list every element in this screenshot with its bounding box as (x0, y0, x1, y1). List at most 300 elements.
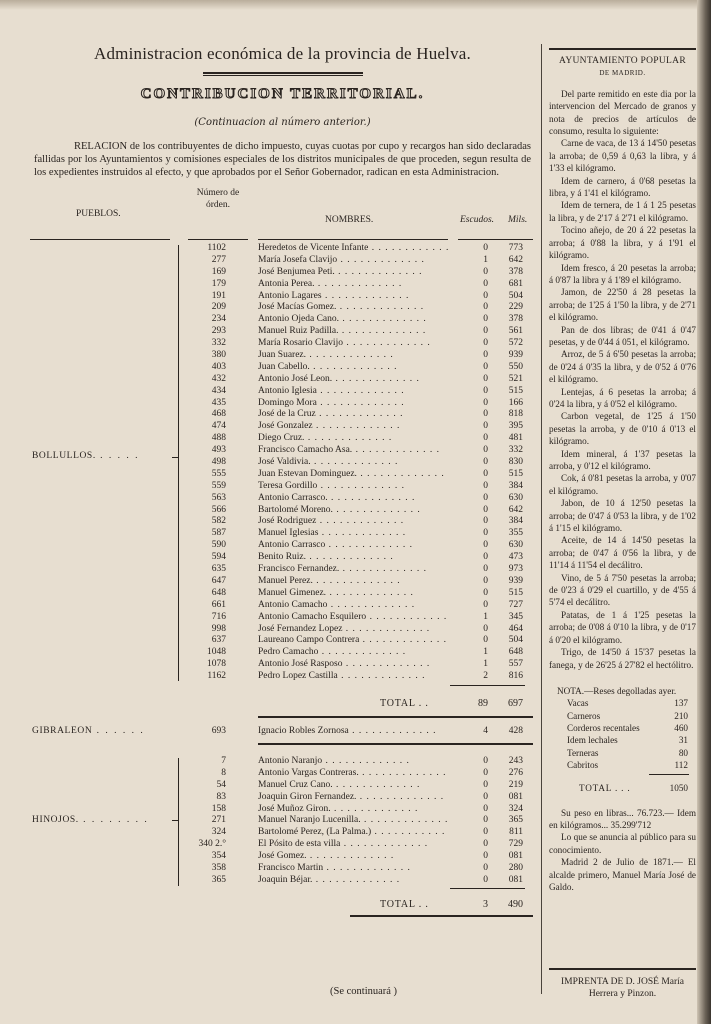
gibraleon-spacer (30, 738, 535, 752)
row-escudos: 0 (483, 314, 488, 325)
row-escudos: 0 (483, 433, 488, 444)
nota-heading: NOTA.—Reses degolladas ayer. (557, 685, 677, 696)
row-escudos: 1 (483, 647, 488, 658)
row-mils: 515 (508, 385, 523, 396)
column-header-mils: Mils. (508, 215, 528, 225)
row-name: José Valdivia. . . (258, 457, 448, 469)
row-mils: 729 (508, 839, 523, 850)
price-item: Patatas, de 1 á 1'25 pesetas la arroba; de 0'08 á 0'10 la libra, y de 0'17 á 0'20 el kilógramo. (549, 609, 696, 645)
row-escudos: 0 (483, 243, 488, 253)
row-number: 191 (211, 290, 226, 301)
row-name: Bartolomé Moreno. . . (258, 505, 448, 517)
row-mils: 557 (508, 659, 523, 670)
row-name: Laureano Campo Contrera . . (258, 635, 448, 647)
row-number: 647 (211, 575, 226, 586)
row-number: 555 (211, 468, 226, 479)
table-row (30, 350, 535, 362)
total-mils: 697 (508, 698, 523, 709)
table-row (30, 815, 535, 827)
group-gibraleon (30, 726, 535, 738)
row-number: 1048 (207, 647, 226, 658)
table-row (30, 516, 535, 528)
sidebar-column (549, 48, 696, 894)
row-mils: 280 (508, 863, 523, 874)
price-item: Lentejas, á 6 pesetas la arroba; á 0'24 la libra, y á 0'52 el kilógramo. (549, 386, 696, 409)
row-number: 158 (211, 803, 226, 814)
sum-line (450, 685, 525, 686)
group-hinojos (30, 756, 535, 887)
table-row (30, 756, 535, 768)
table-row (30, 409, 535, 421)
row-escudos: 0 (483, 302, 488, 313)
row-name: Antonia Perea. . . (258, 279, 448, 291)
row-escudos: 0 (483, 397, 488, 408)
row-mils: 515 (508, 468, 523, 479)
table-row (30, 314, 535, 326)
row-number: 587 (211, 528, 226, 539)
sum-line (450, 888, 525, 889)
row-mils: 081 (508, 851, 523, 862)
row-escudos: 0 (483, 839, 488, 850)
group-separator (258, 716, 533, 718)
row-escudos: 0 (483, 815, 488, 826)
row-mils: 642 (508, 504, 523, 515)
row-number: 324 (211, 827, 226, 838)
row-mils: 378 (508, 266, 523, 277)
column-header-escudos: Escudos. (460, 215, 495, 225)
row-mils: 811 (509, 827, 523, 838)
table-row (30, 267, 535, 279)
row-name: Antonio Ojeda Cano. . . (258, 314, 448, 326)
row-number: 169 (211, 266, 226, 277)
row-mils: 973 (508, 564, 523, 575)
total-mils: 490 (508, 899, 523, 910)
table-row (30, 505, 535, 517)
group-bollullos (30, 243, 535, 684)
row-name: José Macías Gomez. . . (258, 302, 448, 314)
table-row (30, 792, 535, 804)
reses-value: 460 (674, 723, 688, 734)
row-name: Joaquin Béjar. . . (258, 875, 448, 887)
row-name: Antonio Iglesia . . (258, 386, 448, 398)
price-item: Aceite, de 14 á 14'50 pesetas la arroba; de 0'47 á 0'56 la libra, y de 11'14 á 11'54 el decálitro. (549, 535, 696, 571)
row-escudos: 0 (483, 756, 488, 766)
table-row (30, 839, 535, 851)
row-number: 635 (211, 564, 226, 575)
row-number: 358 (211, 863, 226, 874)
price-item: Jamon, de 22'50 á 28 pesetas la arroba; de 1'25 á 1'50 la libra, y de 2'71 el kilógramo. (549, 287, 696, 323)
table-row (30, 671, 535, 683)
row-escudos: 0 (483, 326, 488, 337)
continued-note: (Se continuará ) (330, 986, 398, 997)
row-number: 234 (211, 314, 226, 325)
row-number: 83 (216, 791, 226, 802)
row-name: Manuel Gimenez. . . (258, 588, 448, 600)
row-number: 693 (211, 726, 226, 736)
row-number: 563 (211, 492, 226, 503)
table-row (30, 624, 535, 636)
reses-value: 31 (678, 735, 688, 746)
price-item: Vino, de 5 á 7'50 pesetas la arroba; de 0'23 á 0'29 el cuartillo, y de 4'55 á 5'74 el decálitro. (549, 572, 696, 608)
row-mils: 243 (508, 756, 523, 766)
row-escudos: 0 (483, 504, 488, 515)
price-item: Idem de carnero, á 0'68 pesetas la libra, y á 1'41 el kilógramo. (549, 175, 696, 199)
row-mils: 081 (508, 791, 523, 802)
row-name: María Rosario Clavijo . . (258, 338, 448, 350)
row-number: 1078 (207, 659, 226, 670)
row-name: José Muñoz Giron. . . (258, 804, 448, 816)
table-row (30, 243, 535, 255)
row-name: Antonio Carrasco . . (258, 540, 448, 552)
reses-label: Cabritos (567, 760, 599, 771)
row-mils: 219 (508, 779, 523, 790)
row-mils: 473 (508, 552, 523, 563)
row-number: 648 (211, 587, 226, 598)
row-name: El Pósito de esta villa . . (258, 839, 448, 851)
row-mils: 332 (508, 445, 523, 456)
table-row (30, 386, 535, 398)
table-row (30, 576, 535, 588)
row-name: Benito Ruiz. . . (258, 552, 448, 564)
row-mils: 561 (508, 326, 523, 337)
row-escudos: 0 (483, 575, 488, 586)
row-mils: 481 (508, 433, 523, 444)
row-name: Francisco Camacho Asa. . . (258, 445, 448, 457)
row-escudos: 0 (483, 635, 488, 646)
row-number: 1162 (207, 671, 226, 682)
row-escudos: 0 (483, 599, 488, 610)
row-mils: 515 (508, 587, 523, 598)
row-mils: 081 (508, 874, 523, 885)
reses-row (549, 710, 696, 722)
total-label: TOTAL (380, 899, 416, 910)
town-label: GIBRALEON . . . . . . (32, 726, 145, 736)
row-mils: 818 (508, 409, 523, 420)
row-name: Antonio Naranjo . . (258, 756, 448, 768)
row-escudos: 0 (483, 516, 488, 527)
reses-total-row: TOTAL . . . 1050 (579, 782, 688, 793)
table-row (30, 362, 535, 374)
row-name: Juan Estevan Dominguez. . . (258, 469, 448, 481)
table-row (30, 457, 535, 469)
row-number: 209 (211, 302, 226, 313)
nota-block (549, 685, 696, 797)
row-escudos: 0 (483, 779, 488, 790)
row-escudos: 0 (483, 492, 488, 503)
table-row (30, 588, 535, 600)
price-item: Pan de dos libras; de 0'41 á 0'47 pesetas, y de 0'44 á 051, el kilógramo. (549, 324, 696, 347)
row-number: 8 (221, 767, 226, 778)
row-escudos: 0 (483, 266, 488, 277)
row-name: Domingo Mora . . (258, 398, 448, 410)
reses-label: Terneras (567, 747, 599, 758)
row-number: 468 (211, 409, 226, 420)
reses-row (549, 722, 696, 734)
row-mils: 504 (508, 635, 523, 646)
reses-label: Vacas (567, 698, 589, 709)
table-row (30, 612, 535, 624)
reses-total-value: 1050 (669, 782, 688, 793)
row-name: Diego Cruz. . . (258, 433, 448, 445)
row-number: 403 (211, 361, 226, 372)
row-number: 432 (211, 373, 226, 384)
page-binding-edge (697, 0, 711, 1024)
row-number: 54 (216, 779, 226, 790)
table-row (30, 827, 535, 839)
row-number: 332 (211, 338, 226, 349)
sidebar-top-rule (549, 48, 696, 50)
row-number: 434 (211, 385, 226, 396)
header-rule-importe (458, 239, 533, 240)
total-label: TOTAL (380, 698, 416, 709)
row-escudos: 0 (483, 409, 488, 420)
row-name: Antonio José Rasposo . . (258, 659, 448, 671)
row-mils: 355 (508, 528, 523, 539)
intro-paragraph: RELACION de los contribuyentes de dicho impuesto, cuyas cuotas por cupo y recargos han sido declaradas fallidas por los Ayuntamientos y comisiones especiales de los distritos municipales de que proceden, segun resulta de los expedientes instruidos al efecto, y que aprobados por el Señor Gobernador, radican en esta Administracion. (34, 141, 531, 178)
row-name: José Fernandez Lopez . . (258, 624, 448, 636)
table-row (30, 863, 535, 875)
row-number: 293 (211, 326, 226, 337)
row-number: 594 (211, 552, 226, 563)
table-row (30, 421, 535, 433)
row-name: Manuel Naranjo Lucenilla. . . (258, 815, 448, 827)
sidebar-intro: Del parte remitido en este dia por la intervencion del Mercado de granos y nota de precios de artículos de consumo, resulta lo siguiente: (549, 88, 696, 137)
table-row (30, 600, 535, 612)
row-mils: 395 (508, 421, 523, 432)
table-row (30, 445, 535, 457)
row-mils: 572 (508, 338, 523, 349)
row-number: 365 (211, 874, 226, 885)
row-number: 271 (211, 815, 226, 826)
table-row (30, 647, 535, 659)
row-escudos: 0 (483, 385, 488, 396)
table-row (30, 726, 535, 738)
reses-label: Idem lechales (567, 735, 618, 746)
row-name: Antonio Carrasco. . . (258, 493, 448, 505)
row-escudos: 0 (483, 480, 488, 491)
price-item: Idem mineral, á 1'37 pesetas la arroba, y 0'12 el kilógramo. (549, 448, 696, 471)
row-escudos: 0 (483, 803, 488, 814)
town-label: HINOJOS. . . . . . . . . (32, 815, 149, 825)
row-name: Ignacio Robles Zornosa . . (258, 726, 448, 738)
row-name: José Benjumea Peti. . . (258, 267, 448, 279)
row-mils: 428 (508, 726, 523, 736)
row-escudos: 0 (483, 791, 488, 802)
table-row (30, 768, 535, 780)
row-number: 498 (211, 457, 226, 468)
row-name: Heredetos de Vicente Infante . . (258, 243, 448, 255)
row-escudos: 0 (483, 623, 488, 634)
table-row (30, 493, 535, 505)
row-name: Antonio Lagares . . (258, 291, 448, 303)
header-rule-nombres (258, 239, 448, 240)
reses-value: 210 (674, 710, 688, 721)
row-name: Bartolomé Perez, (La Palma.) . . (258, 827, 448, 839)
row-mils: 642 (508, 254, 523, 265)
continuation-note: (Continuacion al número anterior.) (194, 117, 371, 128)
total-row-hinojos: TOTAL . . 3 490 (30, 887, 535, 917)
row-escudos: 0 (483, 338, 488, 349)
row-number: 559 (211, 480, 226, 491)
table-header (30, 187, 535, 243)
table-row (30, 540, 535, 552)
row-number: 998 (211, 623, 226, 634)
row-name: Antonio Vargas Contreras. . . (258, 768, 448, 780)
main-column (30, 44, 535, 917)
printer-credit: IMPRENTA DE D. JOSÉ María Herrera y Pinzon. (561, 977, 684, 999)
row-number: 179 (211, 278, 226, 289)
sidebar-title: AYUNTAMIENTO POPULAR (559, 56, 686, 66)
table-row (30, 291, 535, 303)
table-row (30, 635, 535, 647)
row-name: Teresa Gordillo . . (258, 481, 448, 493)
table-row (30, 481, 535, 493)
reses-label: Corderos recentales (567, 723, 640, 734)
row-mils: 550 (508, 361, 523, 372)
row-mils: 276 (508, 767, 523, 778)
total-escudos: 3 (483, 899, 488, 910)
row-mils: 324 (508, 803, 523, 814)
sidebar-tail-1: Lo que se anuncia al público para su conocimiento. (549, 832, 696, 855)
price-item: Carne de vaca, de 13 á 14'50 pesetas la arroba; de 0,59 á 0,63 la libra, y á 1'33 el kilógramo. (549, 138, 696, 174)
price-item: Jabon, de 10 á 12'50 pesetas la arroba; de 0'47 á 0'53 la libra, y de 1'02 á 1'15 el kilógramo. (549, 498, 696, 534)
row-name: Joaquin Giron Fernandez. . . (258, 792, 448, 804)
row-escudos: 2 (483, 671, 488, 682)
row-mils: 345 (508, 611, 523, 622)
row-mils: 816 (508, 671, 523, 682)
reses-row (549, 697, 696, 709)
reses-sum-line (649, 774, 689, 775)
row-escudos: 0 (483, 445, 488, 456)
price-list (549, 137, 696, 670)
price-item: Idem fresco, á 20 pesetas la arroba; á 0'87 la libra y á 1'89 el kilógramo. (549, 262, 696, 285)
row-mils: 229 (508, 302, 523, 313)
section-title: CONTRIBUCION TERRITORIAL. (140, 86, 425, 102)
column-divider (541, 44, 542, 994)
row-mils: 378 (508, 314, 523, 325)
column-header-numero: Número de órden. (196, 188, 240, 210)
row-name: Antonio Camacho . . (258, 600, 448, 612)
row-escudos: 0 (483, 552, 488, 563)
row-name: José Gonzalez . . (258, 421, 448, 433)
table-row (30, 338, 535, 350)
row-escudos: 0 (483, 373, 488, 384)
row-escudos: 0 (483, 457, 488, 468)
table-row (30, 433, 535, 445)
total-row-bollullos: TOTAL . . 89 697 (30, 684, 535, 720)
row-name: María Josefa Clavijo . . (258, 255, 448, 267)
row-name: José de la Cruz . . (258, 409, 448, 421)
price-item: Tocino añejo, de 20 á 22 pesetas la arroba; á 0'88 la libra, y á 1'91 el kilógramo. (549, 225, 696, 261)
reses-value: 137 (674, 698, 688, 709)
row-name: Juan Cabello. . . (258, 362, 448, 374)
group-separator (258, 743, 533, 745)
column-header-pueblos: PUEBLOS. (76, 209, 121, 219)
row-name: Francisco Fernandez. . . (258, 564, 448, 576)
price-item: Arroz, de 5 á 6'50 pesetas la arroba; de 0'24 á 0'35 la libra, y de 0'52 á 0'76 el kilógramo. (549, 349, 696, 385)
total-escudos: 89 (478, 698, 488, 709)
row-number: 435 (211, 397, 226, 408)
row-number: 590 (211, 540, 226, 551)
town-label: BOLLULLOS. . . . . . (32, 451, 140, 461)
row-mils: 630 (508, 540, 523, 551)
price-item: Idem de ternera, de 1 á 1 25 pesetas la libra, y de 2'17 á 2'71 el kilógramo. (549, 200, 696, 223)
page-title: Administracion económica de la provincia de Huelva. (94, 44, 471, 63)
row-number: 661 (211, 599, 226, 610)
column-header-nombres: NOMBRES. (325, 215, 374, 225)
row-number: 637 (211, 635, 226, 646)
row-escudos: 0 (483, 587, 488, 598)
table-row (30, 564, 535, 576)
row-number: 380 (211, 350, 226, 361)
row-name: Manuel Cruz Cano. . . (258, 780, 448, 792)
table-row (30, 326, 535, 338)
row-name: Juan Suarez. . . (258, 350, 448, 362)
row-mils: 681 (508, 278, 523, 289)
row-escudos: 1 (483, 611, 488, 622)
row-number: 566 (211, 504, 226, 515)
price-item: Cok, á 0'81 pesetas la arroba, y 0'07 el kilógramo. (549, 473, 696, 496)
row-name: Pedro Camacho . . (258, 647, 448, 659)
row-mils: 939 (508, 350, 523, 361)
reses-row (549, 747, 696, 759)
row-name: Antonio Camacho Esquilero . . (258, 612, 448, 624)
row-escudos: 0 (483, 874, 488, 885)
row-number: 340 2.° (198, 839, 226, 850)
row-mils: 727 (508, 599, 523, 610)
price-item: Carbon vegetal, de 1'25 á 1'50 pesetas la arroba, y de 0'10 á 0'13 el kilógramo. (549, 411, 696, 447)
page-top-shadow (0, 0, 711, 10)
row-mils: 504 (508, 290, 523, 301)
row-number: 1102 (207, 243, 226, 253)
row-escudos: 0 (483, 468, 488, 479)
table-row (30, 659, 535, 671)
row-name: Pedro Lopez Castilla . . (258, 671, 448, 683)
row-escudos: 0 (483, 540, 488, 551)
row-name: José Gomez. . . (258, 851, 448, 863)
row-mils: 830 (508, 457, 523, 468)
row-name: José Rodriguez . . (258, 516, 448, 528)
row-escudos: 1 (483, 659, 488, 670)
row-escudos: 0 (483, 827, 488, 838)
row-escudos: 1 (483, 254, 488, 265)
header-rule-numero (188, 239, 248, 240)
reses-value: 112 (674, 760, 688, 771)
table-row (30, 875, 535, 887)
table-row (30, 302, 535, 314)
row-name: Francisco Martin . . (258, 863, 448, 875)
table-row (30, 804, 535, 816)
row-escudos: 0 (483, 863, 488, 874)
row-mils: 521 (508, 373, 523, 384)
row-escudos: 0 (483, 851, 488, 862)
row-number: 474 (211, 421, 226, 432)
row-escudos: 0 (483, 767, 488, 778)
table-row (30, 374, 535, 386)
reses-list (549, 697, 696, 771)
sidebar-bottom-rule (549, 968, 696, 970)
row-escudos: 0 (483, 290, 488, 301)
row-number: 488 (211, 433, 226, 444)
table-row (30, 780, 535, 792)
row-number: 582 (211, 516, 226, 527)
table-row (30, 398, 535, 410)
table-row (30, 255, 535, 267)
row-escudos: 0 (483, 350, 488, 361)
row-escudos: 0 (483, 278, 488, 289)
row-number: 493 (211, 445, 226, 456)
sidebar-tail-0: Su peso en libras... 76.723.— Idem en kilógramos... 35.299'712 (549, 807, 696, 831)
